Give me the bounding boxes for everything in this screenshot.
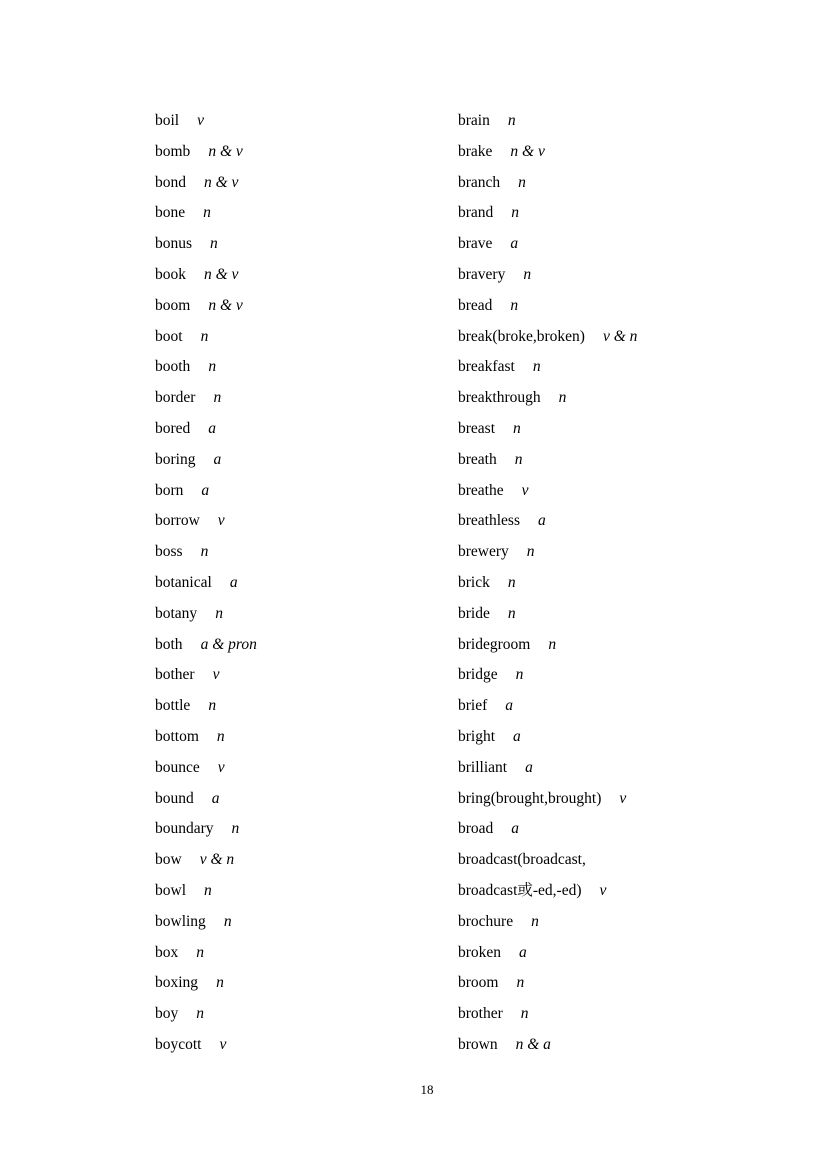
word-text: bored: [155, 419, 191, 437]
word-entry: [155, 1030, 455, 1061]
word-entry: [458, 414, 758, 445]
word-text: bottle: [155, 697, 191, 715]
word-entry: [458, 784, 758, 815]
word-text: brewery: [458, 543, 509, 561]
word-entry: [155, 414, 455, 445]
pos-tag: n: [548, 635, 557, 653]
word-entry: [458, 260, 758, 291]
word-text: boot: [155, 327, 183, 345]
word-text: brave: [458, 235, 493, 253]
pos-tag: n: [196, 1005, 204, 1023]
word-entry: [155, 691, 455, 722]
word-text: broadcast或-ed,-ed): [458, 881, 582, 899]
word-entry: [155, 968, 455, 999]
pos-tag: v: [619, 789, 627, 807]
pos-tag: a: [537, 512, 546, 530]
word-entry: [155, 476, 455, 507]
word-entry: [458, 106, 758, 137]
pos-tag: n: [513, 419, 521, 437]
word-text: bounce: [155, 758, 200, 776]
word-entry: [458, 691, 758, 722]
pos-tag: a: [525, 758, 533, 776]
word-text: bowl: [155, 881, 186, 899]
pos-tag: n & a: [515, 1035, 551, 1053]
pos-tag: a: [213, 450, 222, 468]
word-entry: [155, 845, 455, 876]
pos-tag: v: [599, 881, 607, 899]
word-text: brief: [458, 697, 488, 715]
word-text: brain: [458, 112, 490, 129]
pos-tag: n: [507, 573, 516, 591]
word-entry: [155, 599, 455, 630]
pos-tag: n: [203, 204, 211, 222]
pos-tag: v: [217, 512, 225, 530]
pos-tag: n & v: [208, 142, 243, 160]
pos-tag: a: [513, 727, 521, 745]
pos-tag: a: [211, 789, 220, 807]
word-entry: [155, 291, 455, 322]
word-text: bride: [458, 604, 490, 622]
pos-tag: n: [532, 358, 541, 376]
word-entry: [155, 876, 455, 907]
word-text: brother: [458, 1005, 503, 1023]
word-entry: [458, 722, 758, 753]
word-entry: [155, 568, 455, 599]
word-entry: [155, 938, 455, 969]
word-entry: [458, 291, 758, 322]
word-text: book: [155, 265, 186, 283]
word-entry: [458, 1030, 758, 1061]
word-text: bother: [155, 666, 195, 684]
word-entry: [155, 445, 455, 476]
word-entry: [458, 907, 758, 938]
word-entry: [458, 876, 758, 907]
word-text: brochure: [458, 912, 514, 930]
pos-tag: a: [505, 697, 514, 715]
pos-tag: a: [229, 573, 238, 591]
word-text: breakfast: [458, 358, 515, 376]
word-text: born: [155, 481, 184, 499]
pos-tag: n: [516, 974, 525, 992]
pos-tag: n: [518, 173, 526, 191]
word-entry: [155, 784, 455, 815]
word-text: breathe: [458, 481, 504, 499]
word-entry: [458, 168, 758, 199]
word-text: broom: [458, 974, 499, 992]
pos-tag: v: [197, 112, 205, 129]
word-text: bone: [155, 204, 186, 222]
pos-tag: v: [212, 666, 220, 684]
pos-tag: a: [519, 943, 527, 961]
pos-tag: n: [208, 697, 217, 715]
word-text: bowling: [155, 912, 206, 930]
word-entry: [458, 999, 758, 1030]
word-text: brilliant: [458, 758, 508, 776]
word-text: borrow: [155, 512, 200, 530]
word-entry: [458, 537, 758, 568]
word-entry: [155, 537, 455, 568]
page-number: 18: [420, 1082, 434, 1097]
pos-tag: a: [201, 481, 210, 499]
pos-tag: n: [208, 358, 217, 376]
word-entry: [458, 753, 758, 784]
pos-tag: n & v: [208, 296, 243, 314]
word-text: border: [155, 389, 196, 407]
word-entry: [458, 383, 758, 414]
word-entry: [458, 660, 758, 691]
word-text: breakthrough: [458, 389, 541, 407]
word-entry: [155, 660, 455, 691]
pos-tag: n: [210, 235, 218, 253]
word-entry: [458, 445, 758, 476]
word-entry: [458, 814, 758, 845]
word-text: boundary: [155, 820, 214, 838]
pos-tag: n: [216, 727, 225, 745]
word-text: bound: [155, 789, 194, 807]
word-entry: [458, 506, 758, 537]
word-entry: [458, 198, 758, 229]
pos-tag: n: [204, 881, 212, 899]
word-text: botanical: [155, 573, 212, 591]
word-text: brand: [458, 204, 494, 222]
pos-tag: n: [511, 204, 520, 222]
word-entry: [458, 322, 758, 353]
pos-tag: n: [507, 112, 516, 129]
pos-tag: n: [213, 389, 222, 407]
word-text: broad: [458, 820, 494, 838]
word-text: breath: [458, 450, 497, 468]
pos-tag: a: [511, 820, 520, 838]
pos-tag: n: [531, 912, 539, 930]
word-entry: [155, 753, 455, 784]
word-text: brick: [458, 573, 490, 591]
pos-tag: a & pron: [200, 635, 257, 653]
word-entry: [458, 968, 758, 999]
word-text: bow: [155, 851, 182, 869]
pos-tag: n: [520, 1005, 529, 1023]
word-entry: [458, 476, 758, 507]
word-entry: [155, 630, 455, 661]
word-entry: [155, 907, 455, 938]
pos-tag: n: [223, 912, 232, 930]
pos-tag: n: [231, 820, 240, 838]
pos-tag: v: [521, 481, 529, 499]
pos-tag: n: [558, 389, 567, 407]
pos-tag: n: [200, 327, 209, 345]
word-list-right-column: [458, 106, 758, 1061]
word-text: boss: [155, 543, 183, 561]
word-entry: [155, 506, 455, 537]
word-text: botany: [155, 604, 198, 622]
word-entry: [155, 352, 455, 383]
word-text: boy: [155, 1005, 179, 1023]
word-entry: [458, 229, 758, 260]
word-entry: [458, 845, 758, 876]
word-text: breast: [458, 419, 496, 437]
word-text: boxing: [155, 974, 199, 992]
word-entry: [155, 383, 455, 414]
word-entry: [458, 137, 758, 168]
word-text: brown: [458, 1035, 498, 1053]
word-text: bond: [155, 173, 186, 191]
word-text: boil: [155, 112, 180, 129]
word-text: bright: [458, 727, 496, 745]
pos-tag: n: [523, 265, 532, 283]
word-text: bridge: [458, 666, 498, 684]
pos-tag: v: [217, 758, 225, 776]
pos-tag: n & v: [204, 173, 239, 191]
word-entry: [155, 322, 455, 353]
word-text: booth: [155, 358, 191, 376]
word-entry: [458, 352, 758, 383]
pos-tag: n: [216, 974, 224, 992]
word-text: boom: [155, 296, 191, 314]
word-text: boycott: [155, 1035, 202, 1053]
pos-tag: n: [526, 543, 535, 561]
pos-tag: n: [514, 450, 523, 468]
word-entry: [155, 229, 455, 260]
pos-tag: a: [510, 235, 519, 253]
word-entry: [155, 814, 455, 845]
word-text: both: [155, 635, 183, 653]
word-entry: [458, 938, 758, 969]
word-entry: [155, 722, 455, 753]
word-text: bread: [458, 296, 493, 314]
pos-tag: n: [510, 296, 519, 314]
word-entry: [155, 168, 455, 199]
pos-tag: n: [515, 666, 524, 684]
word-text: bring(brought,brought): [458, 789, 602, 807]
pos-tag: n: [215, 604, 223, 622]
word-text: brake: [458, 142, 493, 160]
word-text: bridegroom: [458, 635, 531, 653]
pos-tag: n & v: [510, 142, 545, 160]
pos-tag: n: [200, 543, 209, 561]
word-text: breathless: [458, 512, 520, 530]
word-text: bonus: [155, 235, 193, 253]
word-text: broadcast(broadcast,: [458, 851, 586, 869]
word-entry: [155, 260, 455, 291]
word-entry: [458, 599, 758, 630]
word-list-left-column: [155, 106, 455, 1061]
pos-tag: v: [219, 1035, 227, 1053]
word-text: box: [155, 943, 179, 961]
pos-tag: v & n: [602, 327, 638, 345]
pos-tag: v & n: [199, 851, 235, 869]
word-entry: [155, 106, 455, 137]
word-entry: [155, 137, 455, 168]
word-entry: [458, 630, 758, 661]
pos-tag: n: [196, 943, 204, 961]
pos-tag: n & v: [204, 265, 239, 283]
word-entry: [458, 568, 758, 599]
word-text: boring: [155, 450, 196, 468]
word-text: bottom: [155, 727, 199, 745]
word-text: break(broke,broken): [458, 327, 585, 345]
word-text: broken: [458, 943, 502, 961]
word-text: branch: [458, 173, 501, 191]
pos-tag: a: [208, 419, 217, 437]
word-entry: [155, 999, 455, 1030]
word-text: bomb: [155, 142, 191, 160]
word-entry: [155, 198, 455, 229]
word-text: bravery: [458, 265, 506, 283]
pos-tag: n: [507, 604, 516, 622]
